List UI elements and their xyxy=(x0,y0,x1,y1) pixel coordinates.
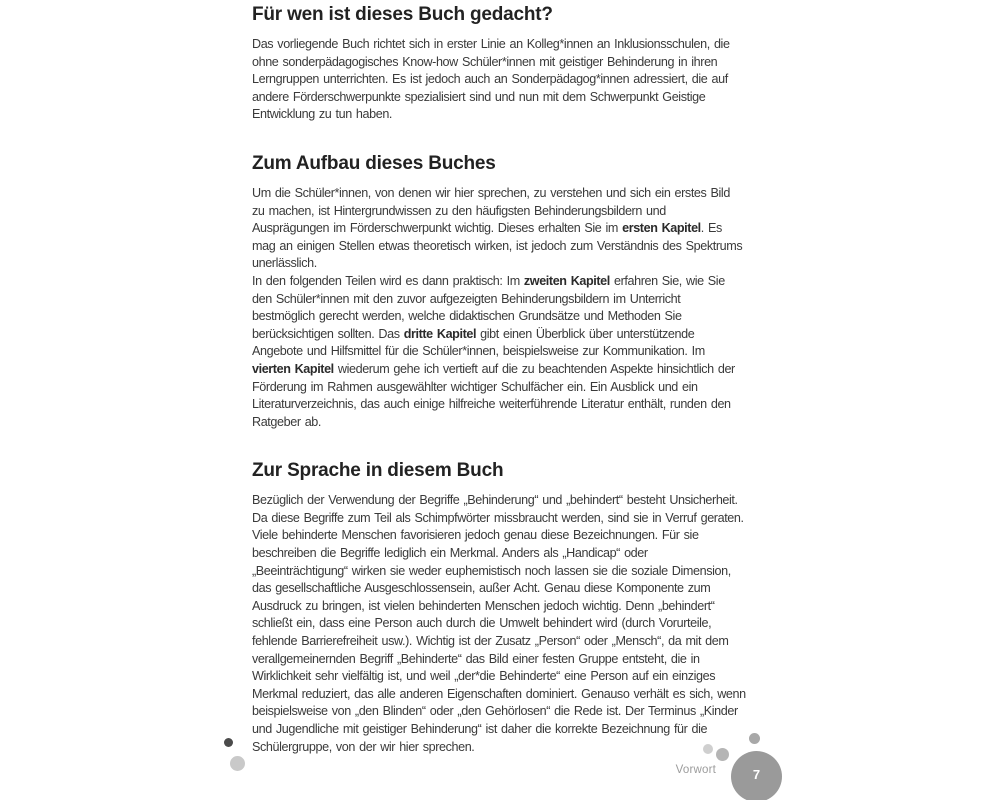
decorative-circle-small xyxy=(749,733,760,744)
section-language xyxy=(252,459,746,756)
paragraph-text: Um die Schüler*innen, von denen wir hier sprechen, zu verstehen und sich ein erstes Bild zu machen, ist Hintergrundwissen zu den häufigsten Behinderungsbildern und Ausprägungen im Förderschwerpunkt wichtig. Dieses erhalten Sie im xyxy=(252,185,730,236)
page-number: 7 xyxy=(752,767,761,782)
bold-chapter-ref: zweiten Kapitel xyxy=(523,273,610,288)
decorative-circle-light xyxy=(230,756,245,771)
section-heading: Für wen ist dieses Buch gedacht? xyxy=(252,4,553,25)
decorative-circle-dark xyxy=(224,738,233,747)
section-heading: Zur Sprache in diesem Buch xyxy=(252,460,504,482)
section-target-audience xyxy=(252,3,746,124)
bold-chapter-ref: dritte Kapitel xyxy=(403,326,477,341)
paragraph xyxy=(252,36,746,124)
paragraph-text: gibt einen Überblick über unterstützende Angebote und Hilfsmittel für die Schüler*innen, beispielsweise zur Kommunikation. Im xyxy=(252,326,705,359)
paragraph-text: Das vorliegende Buch richtet sich in erster Linie an Kolleg*innen an Inklusionsschulen, die ohne sonderpädagogisches Know-how Schüler*innen mit geistiger Behinderung in ihren Lerngruppen unterrichten. Es ist jedoch auch an Sonderpädagog*innen adressiert, die auf andere Förderschwerpunkte spezialisiert sind und nun mit dem Schwerpunkt Geistige Entwicklung zu tun haben. xyxy=(252,37,730,122)
footer-section-label: Vorwort xyxy=(675,764,716,776)
bold-chapter-ref: ersten Kapitel xyxy=(622,221,701,236)
page-number-circle xyxy=(731,751,782,800)
page-content xyxy=(252,3,746,756)
paragraph-text: wiederum gehe ich vertieft auf die zu beachtenden Aspekte hinsichtlich der Förderung im Rahmen ausgewählter wichtiger Schulfächer ein. Ein Ausblick und ein Literaturverzeichnis, das auch einige hilfreiche weiterführende Literatur enthält, runden den Ratgeber ab. xyxy=(252,361,735,429)
bold-chapter-ref: vierten Kapitel xyxy=(252,361,334,376)
section-book-structure xyxy=(252,152,746,431)
paragraph-text: Bezüglich der Verwendung der Begriffe „Behinderung“ und „behindert“ besteht Unsicherheit. Da diese Begriffe zum Teil als Schimpfwörter missbraucht werden, sind sie in Verruf geraten. Viele behinderte Menschen favorisieren jedoch genau diese Bezeichnungen. Für sie beschreiben die Begriffe lediglich ein Merkmal. Anders als „Handicap“ oder „Beeinträchtigung“ wirken sie weder euphemistisch noch lassen sie die soziale Dimension, das gesellschaftliche Ausgeschlossensein, außer Acht. Genau diese Komponente zum Ausdruck zu bringen, ist vielen behinderten Menschen jedoch wichtig. Denn „behindert“ schließt ein, dass eine Person auch durch die Umwelt behindert wird (durch Vorurteile, fehlende Barrierefreiheit usw.). Wichtig ist der Zusatz „Person“ oder „Mensch“, da mit dem verallgemeinernden Begriff „Behinderte“ das Bild einer festen Gruppe entsteht, die in Wirklichkeit sehr vielfältig ist, und weil „der*die Behinderte“ eine Person auf ein einziges Merkmal reduziert, das alle anderen Eigenschaften dominiert. Genauso verhält es sich, wenn beispielsweise von „den Blinden“ oder „den Gehörlosen“ die Rede ist. Der Terminus „Kinder und Jugendliche mit geistiger Behinderung“ ist daher die korrekte Bezeichnung für die Schülergruppe, von der wir hier sprechen. xyxy=(252,493,746,754)
paragraph-text: . Es mag an einigen Stellen etwas theoretisch wirken, ist jedoch zum Verständnis des Spektrums unerlässlich. xyxy=(252,221,743,271)
decorative-circle-mid xyxy=(716,748,729,761)
paragraph-text: erfahren Sie, wie Sie den Schüler*innen mit den zuvor aufgezeigten Behinderungsbildern im Unterricht bestmöglich gerecht werden, welche didaktischen Grundsätze und Methoden Sie berücksichtigen sollten. Das xyxy=(252,273,725,341)
paragraph xyxy=(252,273,746,431)
paragraph-text: In den folgenden Teilen wird es dann praktisch: Im xyxy=(252,273,524,288)
paragraph xyxy=(252,492,746,756)
paragraph xyxy=(252,185,746,273)
section-heading: Zum Aufbau dieses Buches xyxy=(252,152,496,174)
decorative-circle-light xyxy=(703,744,713,754)
